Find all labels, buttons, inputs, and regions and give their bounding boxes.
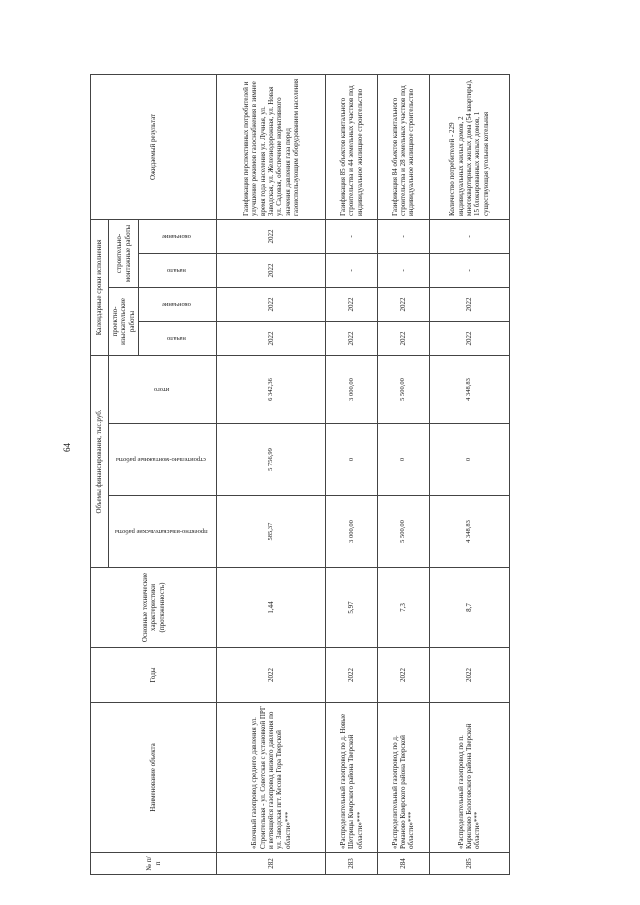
header-cal-construction: строительно-монтажные работы bbox=[109, 219, 139, 287]
row-result: Газификация 85 объектов капитального строительства и 44 земельных участков под индивидуальное жилищное строительство bbox=[326, 74, 378, 219]
row-years: 2022 bbox=[217, 648, 326, 703]
header-result: Ожидаемый результат bbox=[91, 74, 217, 219]
row-build-end: - bbox=[429, 219, 509, 253]
row-build-end: 2022 bbox=[217, 219, 326, 253]
row-length: 1,44 bbox=[217, 568, 326, 648]
row-length: 8,7 bbox=[429, 568, 509, 648]
row-construction-cost: 0 bbox=[377, 424, 429, 496]
header-build-end: окончание bbox=[139, 219, 217, 253]
row-num: 282 bbox=[217, 853, 326, 875]
rotated-table-wrapper bbox=[90, 75, 510, 875]
row-num: 285 bbox=[429, 853, 509, 875]
header-fin-total: итого bbox=[109, 355, 217, 423]
row-total-cost: 6 342,36 bbox=[217, 355, 326, 423]
header-calendar: Календарные сроки исполнения bbox=[91, 219, 109, 355]
table-row bbox=[429, 74, 509, 874]
header-fin-construction: строительно-монтажные работы bbox=[109, 424, 217, 496]
row-name: «Распределительный газопровод по п. Кирилково Бологовского района Тверской области»*** bbox=[429, 703, 509, 853]
table-row bbox=[377, 74, 429, 874]
row-total-cost: 4 348,83 bbox=[429, 355, 509, 423]
row-build-start: - bbox=[326, 253, 378, 287]
row-result: Газификация 84 объектов капитального строительства и 28 земельных участков под индивидуальное жилищное строительство bbox=[377, 74, 429, 219]
row-build-start: - bbox=[377, 253, 429, 287]
row-years: 2022 bbox=[429, 648, 509, 703]
row-design-cost: 3 000,00 bbox=[326, 496, 378, 568]
header-years: Годы bbox=[91, 648, 217, 703]
row-name: «Блочный газопровод среднего давления ул. Строительная - ул. Советская с установкой ПРГ и ветвящейся газопровод низкого давления по ул. Заводская пгт. Кесова Гора Тверской области»*** bbox=[217, 703, 326, 853]
row-total-cost: 5 500,00 bbox=[377, 355, 429, 423]
row-design-start: 2022 bbox=[217, 321, 326, 355]
page-number: 64 bbox=[62, 443, 72, 452]
row-design-end: 2022 bbox=[377, 287, 429, 321]
row-name: «Распределительный газопровод по д. Романово Кимрского района Тверской области»*** bbox=[377, 703, 429, 853]
header-financing: Объемы финансирования, тыс.руб. bbox=[91, 355, 109, 567]
row-design-cost: 5 500,00 bbox=[377, 496, 429, 568]
header-row-1 bbox=[91, 74, 109, 874]
row-result: Газификация перспективных потребителей и улучшение режимов газоснабжения в зимнее время года населения ул. Лучная, ул. Заводская, ул. Железнодорожная, ул. Новая ул. Садовая, обеспечение нормативного значения давления газа перед газоиспользующим оборудованием населения bbox=[217, 74, 326, 219]
row-name: «Распределительный газопровод по д. Новые Шетрицы Кимрского района Тверской области»*** bbox=[326, 703, 378, 853]
row-design-cost: 585,37 bbox=[217, 496, 326, 568]
row-num: 284 bbox=[377, 853, 429, 875]
header-name: Наименование объекта bbox=[91, 703, 217, 853]
row-build-start: - bbox=[429, 253, 509, 287]
header-build-start: начало bbox=[139, 253, 217, 287]
row-construction-cost: 5 756,99 bbox=[217, 424, 326, 496]
row-build-end: - bbox=[377, 219, 429, 253]
row-build-end: - bbox=[326, 219, 378, 253]
row-construction-cost: 0 bbox=[429, 424, 509, 496]
header-characteristics: Основные технические характеристики (протяженность) bbox=[91, 568, 217, 648]
row-total-cost: 3 000,00 bbox=[326, 355, 378, 423]
header-num: № п/п bbox=[91, 853, 217, 875]
row-design-start: 2022 bbox=[429, 321, 509, 355]
row-construction-cost: 0 bbox=[326, 424, 378, 496]
row-length: 5,97 bbox=[326, 568, 378, 648]
table-row bbox=[217, 74, 326, 874]
row-design-end: 2022 bbox=[217, 287, 326, 321]
row-num: 283 bbox=[326, 853, 378, 875]
row-build-start: 2022 bbox=[217, 253, 326, 287]
row-design-start: 2022 bbox=[326, 321, 378, 355]
row-years: 2022 bbox=[377, 648, 429, 703]
table-row bbox=[326, 74, 378, 874]
header-design-end: окончание bbox=[139, 287, 217, 321]
header-design-start: начало bbox=[139, 321, 217, 355]
header-cal-design: проектно-изыскательские работы bbox=[109, 287, 139, 355]
row-design-end: 2022 bbox=[326, 287, 378, 321]
row-design-cost: 4 348,83 bbox=[429, 496, 509, 568]
row-design-start: 2022 bbox=[377, 321, 429, 355]
header-fin-design: проектно-изыскательские работы bbox=[109, 496, 217, 568]
objects-table bbox=[90, 74, 510, 875]
row-years: 2022 bbox=[326, 648, 378, 703]
row-length: 7,3 bbox=[377, 568, 429, 648]
row-design-end: 2022 bbox=[429, 287, 509, 321]
row-result: Количество потребителей - 229 индивидуальных жилых домов, 2 многоквартирных жилых дома (54 квартиры), 15 блокированных жилых домов, 1 существующая угольная котельная bbox=[429, 74, 509, 219]
